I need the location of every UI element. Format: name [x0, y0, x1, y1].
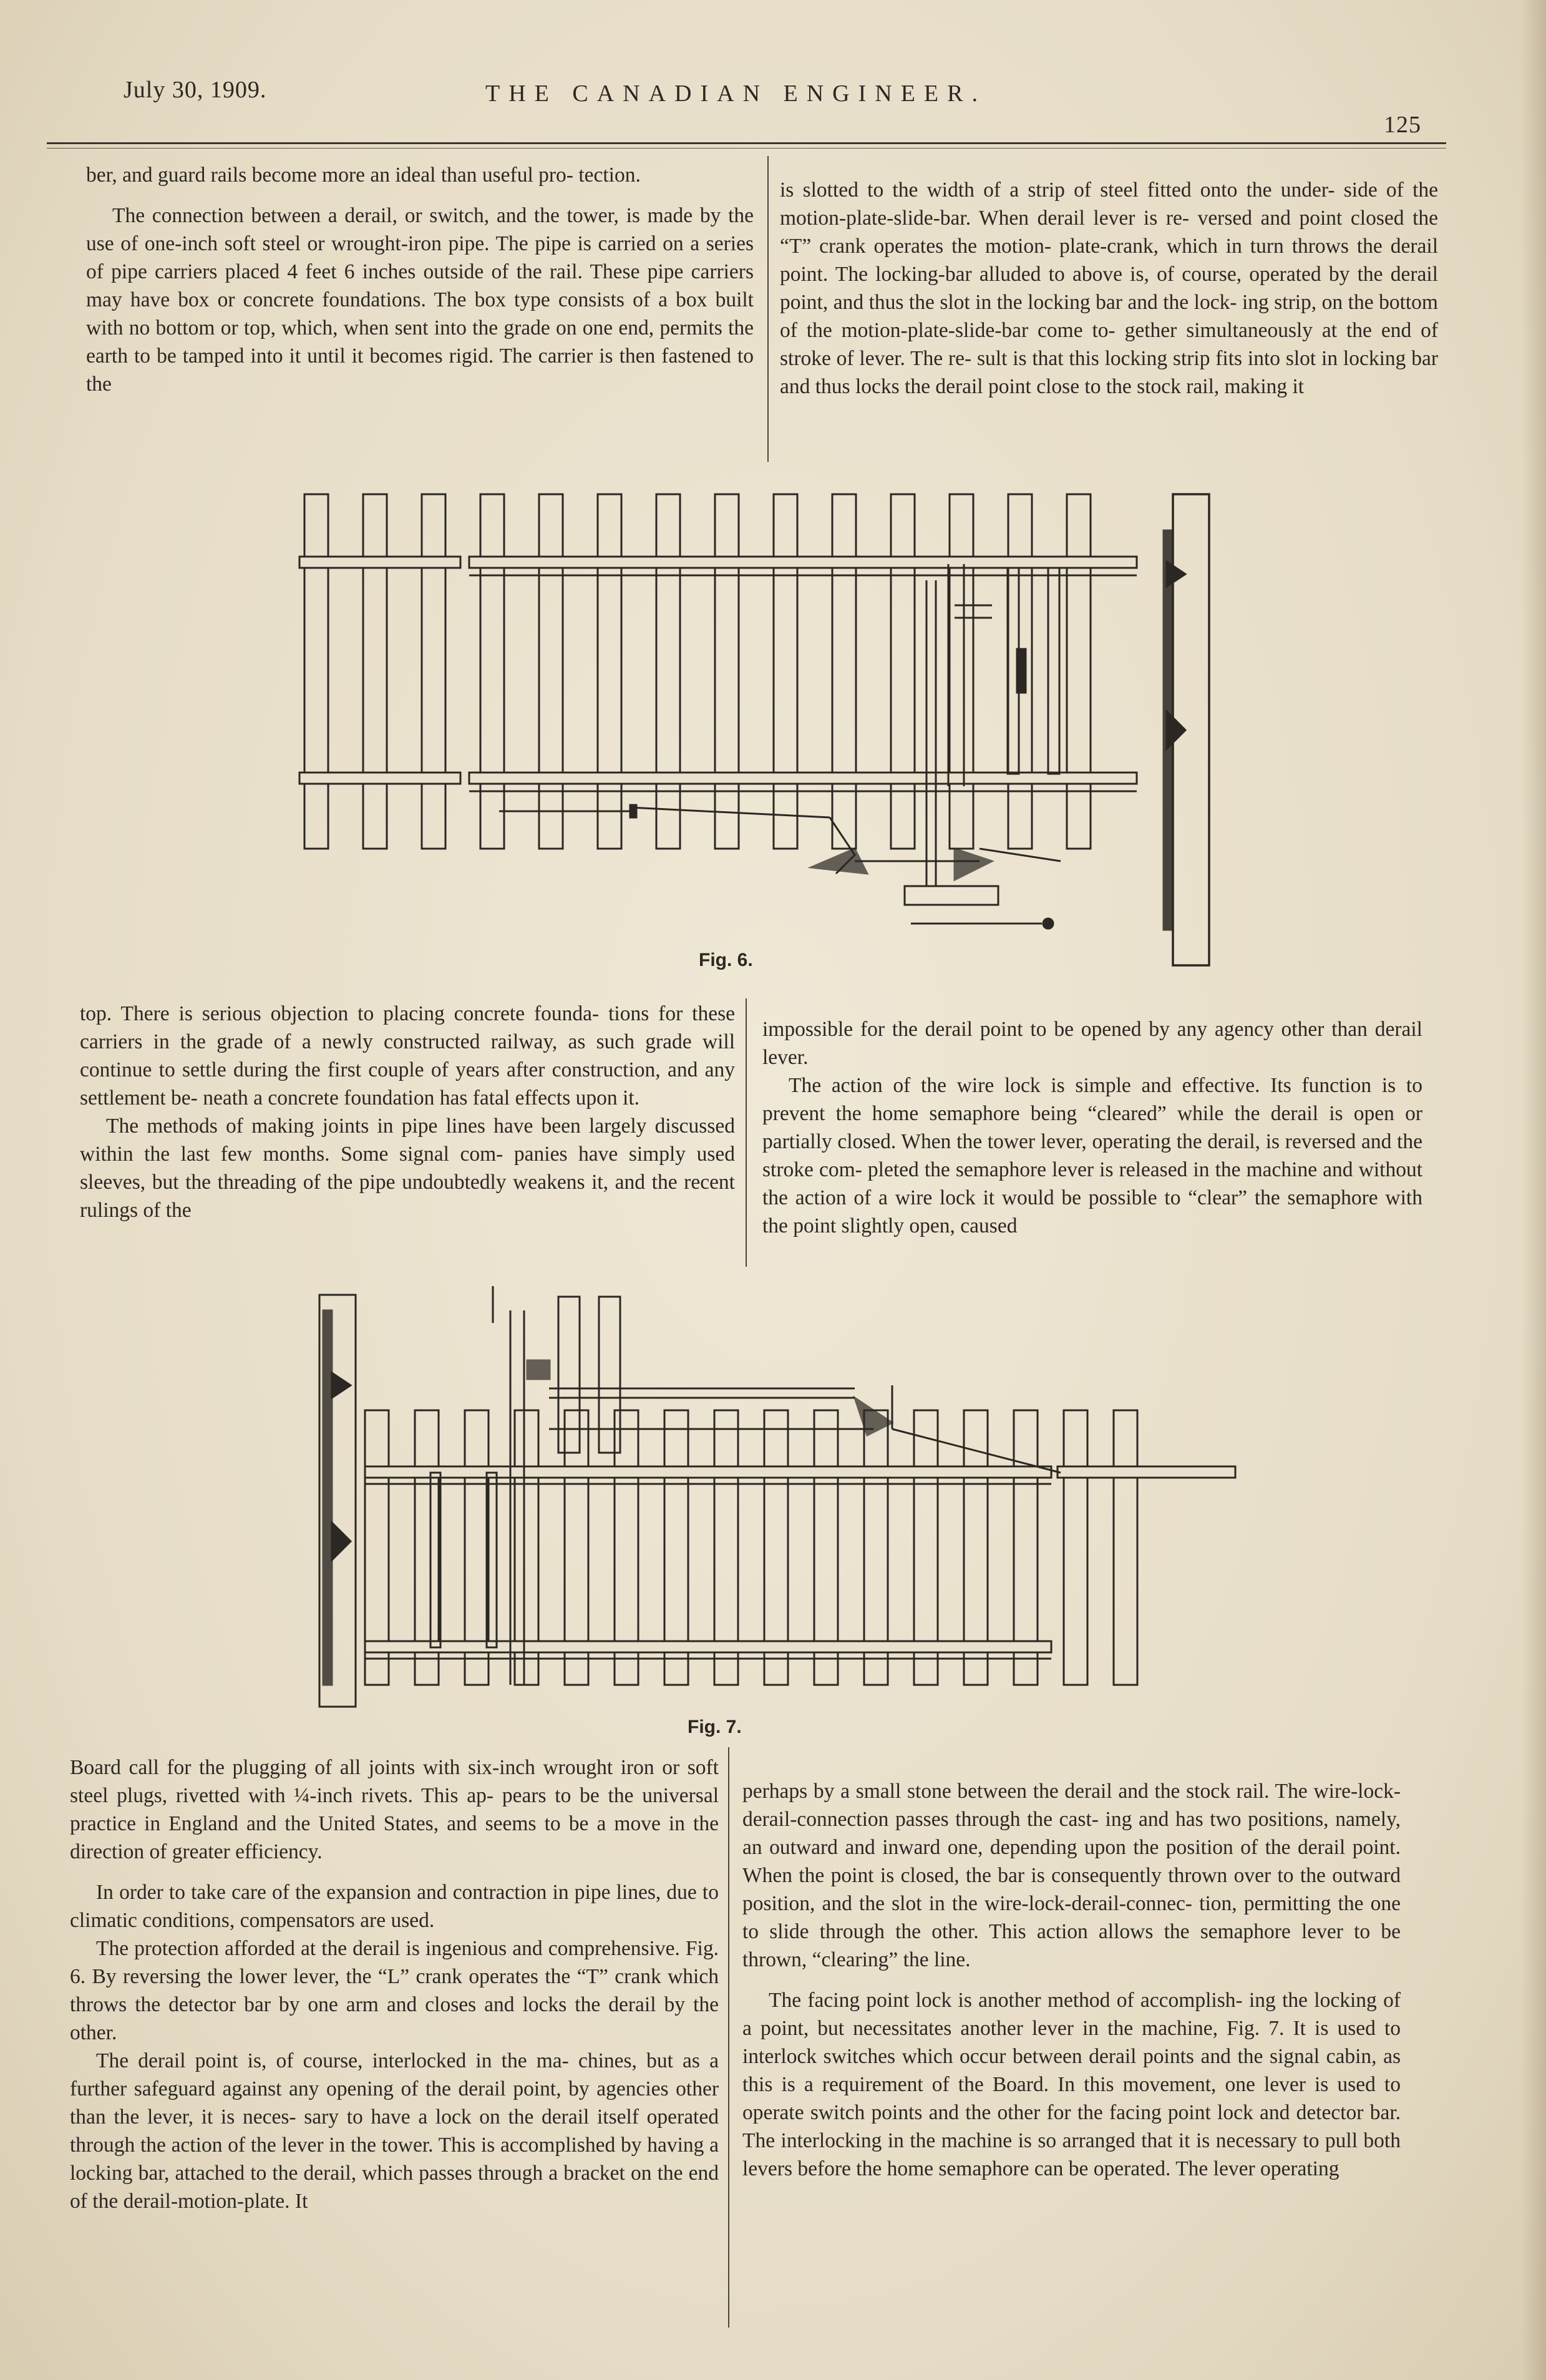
section3-right-column — [742, 1777, 1401, 2183]
fig6-rails — [299, 557, 1137, 791]
figure-7-facing-point-lock-diagram — [312, 1285, 1248, 1710]
fig7-rails — [365, 1466, 1235, 1659]
fig7-mechanism — [323, 1286, 1061, 1685]
header-rule — [47, 142, 1446, 144]
figure-6-derail-diagram — [293, 487, 1229, 967]
section3-left-column — [70, 1753, 719, 2215]
fig6-rodding — [499, 805, 1061, 929]
fig6-caption: Fig. 6. — [699, 950, 753, 970]
paragraph: perhaps by a small stone between the derail and the stock rail. The wire-lock-derail-connection passes through the cast- ing and has two positions, namely, an outward and inward one, depending upon the position of the derail point. When the point is closed, the bar is consequently thrown over to the outward position, and the slot in the wire-lock-derail-connec- tion, permitting the one to slide through the other. This action allows the semaphore lever to be thrown, “clearing” the line. — [742, 1780, 1401, 1971]
column-divider — [767, 156, 769, 462]
page-edge-shadow — [1521, 0, 1546, 2380]
paragraph: ber, and guard rails become more an ideal than useful pro- tection. — [86, 163, 641, 187]
issue-date: July 30, 1909. — [124, 77, 267, 103]
paragraph: Board call for the plugging of all joints with six-inch wrought iron or soft steel plugs, rivetted with ¼-inch rivets. This ap- pears to be the universal practice in England and the United States, and seems to be a move in the direction of greater efficiency. — [70, 1756, 719, 1863]
page-number: 125 — [1384, 112, 1421, 138]
paragraph: The facing point lock is another method of accomplish- ing the locking of a point, but necessitates another lever in the machine, Fig. 7. It is used to interlock switches which occur between derail points and the signal cabin, as this is a requirement of the Board. In this movement, one lever is used to operate switch points and the other for the facing point lock and detector bar. The interlocking in the machine is so arranged that it is necessary to pull both levers before the home semaphore can be operated. The lever operating — [742, 1989, 1401, 2180]
fig7-caption: Fig. 7. — [688, 1717, 742, 1737]
section1-left-column — [86, 161, 754, 398]
paragraph: The connection between a derail, or switch, and the tower, is made by the use of one-inch soft steel or wrought-iron pipe. The pipe is carried on a series of pipe carriers placed 4 feet 6 inches outside of the rail. These pipe carriers may have box or concrete foundations. The box type consists of a box built with no bottom or top, which, when sent into the grade on one end, permits the earth to be tamped into it until it becomes rigid. The carrier is then fastened to the — [86, 204, 754, 396]
paragraph: The derail point is, of course, interlocked in the ma- chines, but as a further safeguard against any opening of the derail point, by agencies other than the lever, it is neces- sary to have a lock on the derail itself operated through the action of the lever in the tower. This is accomplished by having a locking bar, attached to the derail, which passes through a bracket on the end of the derail-motion-plate. It — [70, 2049, 719, 2213]
paragraph: The action of the wire lock is simple and effective. Its function is to prevent the home semaphore being “cleared” while the derail is open or partially closed. When the tower lever, operating the derail, is reversed and the stroke com- pleted the semaphore lever is released in the machine and without the action of a wire lock it would be possible to “clear” the semaphore with the point slightly open, caused — [762, 1074, 1422, 1237]
paragraph: The protection afforded at the derail is ingenious and comprehensive. Fig. 6. By reversing the lower lever, the “L” crank operates the “T” crank which throws the detector bar by one arm and closes and locks the derail by the other. — [70, 1937, 719, 2044]
column-divider — [728, 1747, 729, 2328]
paragraph: impossible for the derail point to be opened by any agency other than derail lever. — [762, 1018, 1422, 1069]
section2-right-column — [762, 1015, 1422, 1240]
publication-title: THE CANADIAN ENGINEER. — [485, 80, 986, 107]
paragraph: The methods of making joints in pipe lines have been largely discussed within the last few months. Some signal com- panies have simply used sleeves, but the threading of the pipe undoubtedly weakens it, and the recent rulings of the — [80, 1114, 735, 1222]
paragraph: In order to take care of the expansion and contraction in pipe lines, due to climatic conditions, compensators are used. — [70, 1881, 719, 1932]
paragraph: top. There is serious objection to placing concrete founda- tions for these carriers in the grade of a newly constructed railway, as such grade will continue to settle during the first couple of years after construction, and any settlement be- neath a concrete foundation has fatal effects upon it. — [80, 1002, 735, 1110]
header-rule-thin — [47, 148, 1446, 149]
section2-left-column — [80, 1000, 735, 1224]
column-divider — [746, 998, 747, 1267]
paragraph: is slotted to the width of a strip of steel fitted onto the under- side of the motion-plate-slide-bar. When derail lever is re- versed and point closed the “T” crank operates the motion- plate-crank, which in turn throws the derail point. The locking-bar alluded to above is, of course, operated by the derail point, and thus the slot in the locking bar and the lock- ing strip, on the bottom of the motion-plate-slide-bar come to- gether simultaneously at the end of stroke of lever. The re- sult is that this locking strip fits into slot in locking bar and thus locks the derail point close to the stock rail, making it — [780, 178, 1438, 398]
section1-right-column — [780, 176, 1438, 401]
